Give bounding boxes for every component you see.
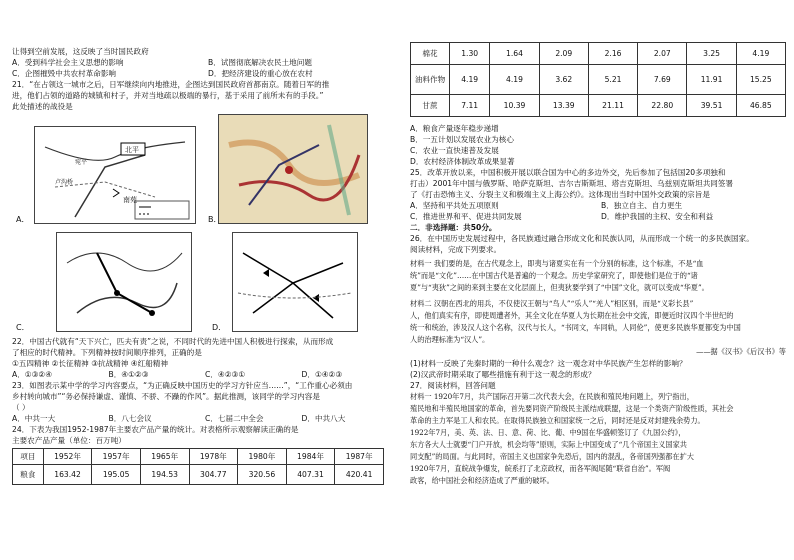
intro-line: 让得到空前发展，这反映了当时国民政府 bbox=[12, 47, 149, 56]
q25-option-a: A．坚持和平共处五项原则 bbox=[410, 201, 499, 210]
material-source: ——据《汉书》《后汉书》等 bbox=[696, 347, 786, 356]
q24-options bbox=[410, 123, 786, 167]
table-cell: 3.25 bbox=[687, 43, 736, 65]
map-c bbox=[56, 232, 192, 332]
q20-option-b: B．试图彻底解决农民土地问题 bbox=[208, 58, 312, 67]
q23-paren: （ ） bbox=[12, 403, 30, 412]
q20-options bbox=[12, 57, 398, 79]
table-cell: 194.53 bbox=[140, 465, 189, 485]
table-cell: 2.07 bbox=[638, 43, 687, 65]
map-b-graphic bbox=[219, 115, 367, 223]
production-table-continued bbox=[410, 42, 786, 117]
th-1984: 1984年 bbox=[286, 449, 335, 465]
table-cell: 320.56 bbox=[238, 465, 287, 485]
table-cell: 4.19 bbox=[450, 65, 490, 95]
q23-option-b: B．八七会议 bbox=[108, 414, 152, 423]
th-1980: 1980年 bbox=[238, 449, 287, 465]
map-a-lugouqiao: 卢沟桥 bbox=[55, 179, 74, 186]
q24-option-a: A．粮食产量逐年稳步递增 bbox=[410, 124, 499, 133]
table-cell: 4.19 bbox=[490, 65, 539, 95]
th-1952: 1952年 bbox=[43, 449, 92, 465]
table-cell: 1.64 bbox=[490, 43, 539, 65]
q21-maps bbox=[12, 114, 398, 336]
map-c-graphic bbox=[57, 233, 191, 331]
table-cell: 407.31 bbox=[286, 465, 335, 485]
table-cell: 3.62 bbox=[539, 65, 588, 95]
q27-stem: 27．阅读材料，回答问题 bbox=[410, 381, 496, 390]
q23-stem-2: 乡村转向城市”“务必保持谦虚、谨慎、不骄、不躁的作风”。据此推测，该同学的学习内容是 bbox=[12, 392, 320, 401]
table-cell: 4.19 bbox=[736, 43, 785, 65]
table-row bbox=[411, 43, 786, 65]
table-cell: 304.77 bbox=[189, 465, 238, 485]
material-line: 同支配”的局面。与此同时，帝国主义也国家争先恐后，国内的混乱，各帝国列强都在扩大 bbox=[410, 452, 694, 461]
table-cell: 22.80 bbox=[638, 95, 687, 117]
material-line: 材料二 汉朝在西北的用兵，不仅使汉王朝与“鸟人”“乐人”“羌人”相区别，而是“义彩长县” bbox=[410, 299, 694, 308]
table-cell: 油料作物 bbox=[411, 65, 450, 95]
q22-option-b: B．④①②③ bbox=[108, 370, 149, 379]
table-cell: 163.42 bbox=[43, 465, 92, 485]
table-cell: 甘蔗 bbox=[411, 95, 450, 117]
material-line: 人，他们真实有序，即使周遭者外，其全文化在华夏人为长期在社会中交流，即便近时汉四个半世纪的 bbox=[410, 311, 734, 320]
table-cell: 1.30 bbox=[450, 43, 490, 65]
q22-option-a: A．①③②④ bbox=[12, 370, 53, 379]
table-cell: 粮食 bbox=[13, 465, 44, 485]
map-a-wanping: 宛平 bbox=[75, 159, 88, 166]
table-cell: 46.85 bbox=[736, 95, 785, 117]
table-cell: 11.91 bbox=[687, 65, 736, 95]
q25-stem-3: 了《打击恐怖主义、分裂主义和极端主义上海公约》。这体现出当时中国外交政策的宗旨是 bbox=[410, 190, 710, 199]
table-row bbox=[411, 95, 786, 117]
material-two bbox=[410, 298, 786, 358]
q26-sub-1: (1)材料一反映了先秦时期的一种什么观念？这一观念对中华民族产生怎样的影响？ bbox=[410, 359, 687, 368]
material-one bbox=[410, 258, 786, 294]
table-cell: 13.39 bbox=[539, 95, 588, 117]
material-line: 东方各大人士就要“门户开放，机会均等”原则，实际上中国变成了“几个帝国主义国家共 bbox=[410, 440, 687, 449]
table-row bbox=[411, 65, 786, 95]
material-line: 人的治理标准为“汉人”。 bbox=[410, 335, 490, 344]
material-line: 革命的主力军是工人和农民。在取得民族独立和国家统一之后，同时还是反对封建残余势力。 bbox=[410, 416, 705, 425]
table-cell: 2.16 bbox=[588, 43, 637, 65]
left-column bbox=[12, 0, 398, 485]
map-a-graphic bbox=[35, 127, 195, 223]
table-cell: 棉花 bbox=[411, 43, 450, 65]
table-cell: 195.05 bbox=[92, 465, 141, 485]
th-1978: 1978年 bbox=[189, 449, 238, 465]
q24-option-d: D．农村经济体制改革成果显著 bbox=[410, 157, 515, 166]
q26-stem-2: 阅读材料，完成下列要求。 bbox=[410, 245, 502, 254]
map-d-graphic bbox=[233, 233, 357, 331]
q23-option-d: D．中共八大 bbox=[301, 414, 346, 423]
material-line: 统”而是“文化”……在中国古代是普遍的一个观念。历史学家研究了，即使他们是位于的“诸 bbox=[410, 271, 698, 280]
th-item: 项目 bbox=[13, 449, 44, 465]
table-cell: 7.69 bbox=[638, 65, 687, 95]
production-table-header bbox=[13, 449, 384, 465]
map-b-label: B． bbox=[208, 215, 222, 224]
q22-options bbox=[12, 369, 398, 380]
q24-stem-1: 24．下表为我国1952-1987年主要农产品产量的统计。对表格所示观察解读正确的是 bbox=[12, 425, 299, 434]
q22-stem-1: 22．中国古代就有“天下兴亡，匹夫有责”之说，不同时代的先进中国人积极进行探索，从而形成 bbox=[12, 337, 334, 346]
q22-option-d: D．①④②③ bbox=[301, 370, 343, 379]
map-c-label: C． bbox=[16, 323, 30, 332]
material-line: 夏”与“夷狄”之间的来到主要在文化层面上，但夷狄要学到了“中国”文化，就可以变成“华夏”。 bbox=[410, 283, 709, 292]
q24-option-b: B．一五计划以发展农业为核心 bbox=[410, 135, 514, 144]
q20-option-a: A．受到科学社会主义思想的影响 bbox=[12, 58, 124, 67]
q25-options bbox=[410, 200, 786, 222]
material-line: 材料一 我们要的是，在古代观念上，即夷与诸夏实在有一个分别的标准，这个标准，不是“血 bbox=[410, 259, 704, 268]
q21-stem-1: 21．“在占领这一城市之后，日军继续向内地推进，企图达到国民政府首都南京。随着日军的推 bbox=[12, 80, 330, 89]
q25-stem-1: 25．改革开放以来，中国积极开展以联合国为中心的多边外交，先后参加了包括国20多项独和 bbox=[410, 168, 726, 177]
table-row bbox=[13, 465, 384, 485]
right-column bbox=[410, 0, 786, 487]
table-cell: 15.25 bbox=[736, 65, 785, 95]
material-line: 1922年7月，美、英、法、日、意、荷、比、葡、中9国在华盛顿签订了《九国公约》， bbox=[410, 428, 686, 437]
q25-option-b: B．独立自主、自力更生 bbox=[601, 201, 683, 210]
q23-option-c: C．七届二中全会 bbox=[205, 414, 264, 423]
q26-stem-1: 26．在中国历史发展过程中，各民族通过融合形成文化和民族认同，从而形成一个统一的多民族国家。 bbox=[410, 234, 754, 243]
section-heading: 二．非选择题：共50分。 bbox=[410, 223, 497, 232]
material-line: 材料一 1920年7月，共产国际召开第二次代表大会，在民族和殖民地问题上，列宁指出， bbox=[410, 392, 694, 401]
q25-option-c: C．推进世界和平、促进共同发展 bbox=[410, 212, 522, 221]
material-line: 1920年7月，直皖战争爆发，皖系打了北京政权，而各军阀尾随“联省自治”。军阀 bbox=[410, 464, 671, 473]
table-cell: 21.11 bbox=[588, 95, 637, 117]
production-table-top bbox=[12, 448, 384, 485]
q20-option-d: D．把经济建设的重心放在农村 bbox=[208, 69, 313, 78]
material-line: 殖民地和半殖民地国家的革命，首先要同资产阶级民主派结成联盟，这是一个类资产阶级性质，其社会 bbox=[410, 404, 734, 413]
q21-stem-2: 进，他们占领的道路的城镇和村子，并对当地疏以极端的暴行，基于采用了前所未有的手段。” bbox=[12, 91, 324, 100]
map-a-label: A． bbox=[16, 215, 30, 224]
th-1965: 1965年 bbox=[140, 449, 189, 465]
map-d bbox=[232, 232, 358, 332]
th-1957: 1957年 bbox=[92, 449, 141, 465]
map-a-nanyuan: 南苑 bbox=[123, 196, 137, 204]
material-three bbox=[410, 391, 786, 487]
material-line: 统一和统治，涉及汉人这个名称，汉代与长人，“书同文，车同轨，人同伦”，使更多民族华夏都变为中国 bbox=[410, 323, 741, 332]
table-cell: 420.41 bbox=[335, 465, 384, 485]
th-1987: 1987年 bbox=[335, 449, 384, 465]
map-a bbox=[34, 126, 196, 224]
q22-items: ①五四精神 ②长征精神 ③抗战精神 ④红船精神 bbox=[12, 359, 168, 368]
q24-stem-2: 主要农产品产量（单位：百万吨） bbox=[12, 436, 126, 445]
q24-option-c: C．农业一直快速普及发展 bbox=[410, 146, 499, 155]
q23-options bbox=[12, 413, 398, 424]
map-b bbox=[218, 114, 368, 224]
map-a-beiping: 北平 bbox=[125, 146, 139, 154]
table-cell: 10.39 bbox=[490, 95, 539, 117]
table-cell: 7.11 bbox=[450, 95, 490, 117]
material-line: 政客，给中国社会和经济造成了严重的破坏。 bbox=[410, 476, 554, 485]
q21-stem-3: 此处描述的战役是 bbox=[12, 102, 73, 111]
table-cell: 5.21 bbox=[588, 65, 637, 95]
q22-stem-2: 了相应的时代精神。下列精神按时间顺序排列，正确的是 bbox=[12, 348, 202, 357]
q20-option-c: C．企图摧毁中共农村革命影响 bbox=[12, 69, 117, 78]
q22-option-c: C．④②③① bbox=[205, 370, 246, 379]
q23-stem-1: 23．如图表示某中学的学习内容要点，“为正确反映中国历史的学习方针应当……”，“工作重心必须由 bbox=[12, 381, 353, 390]
q25-option-d: D．维护我国的主权、安全和利益 bbox=[601, 212, 714, 221]
map-d-label: D． bbox=[212, 323, 227, 332]
table-cell: 39.51 bbox=[687, 95, 736, 117]
q25-stem-2: 打击）2001年中国与俄罗斯、哈萨克斯坦、吉尔吉斯斯坦、塔吉克斯坦、乌兹别克斯坦共同签署 bbox=[410, 179, 734, 188]
table-cell: 2.09 bbox=[539, 43, 588, 65]
q26-sub-2: (2)汉武帝时期采取了哪些措施有利于这一观念的形成？ bbox=[410, 370, 596, 379]
q23-option-a: A．中共一大 bbox=[12, 414, 56, 423]
